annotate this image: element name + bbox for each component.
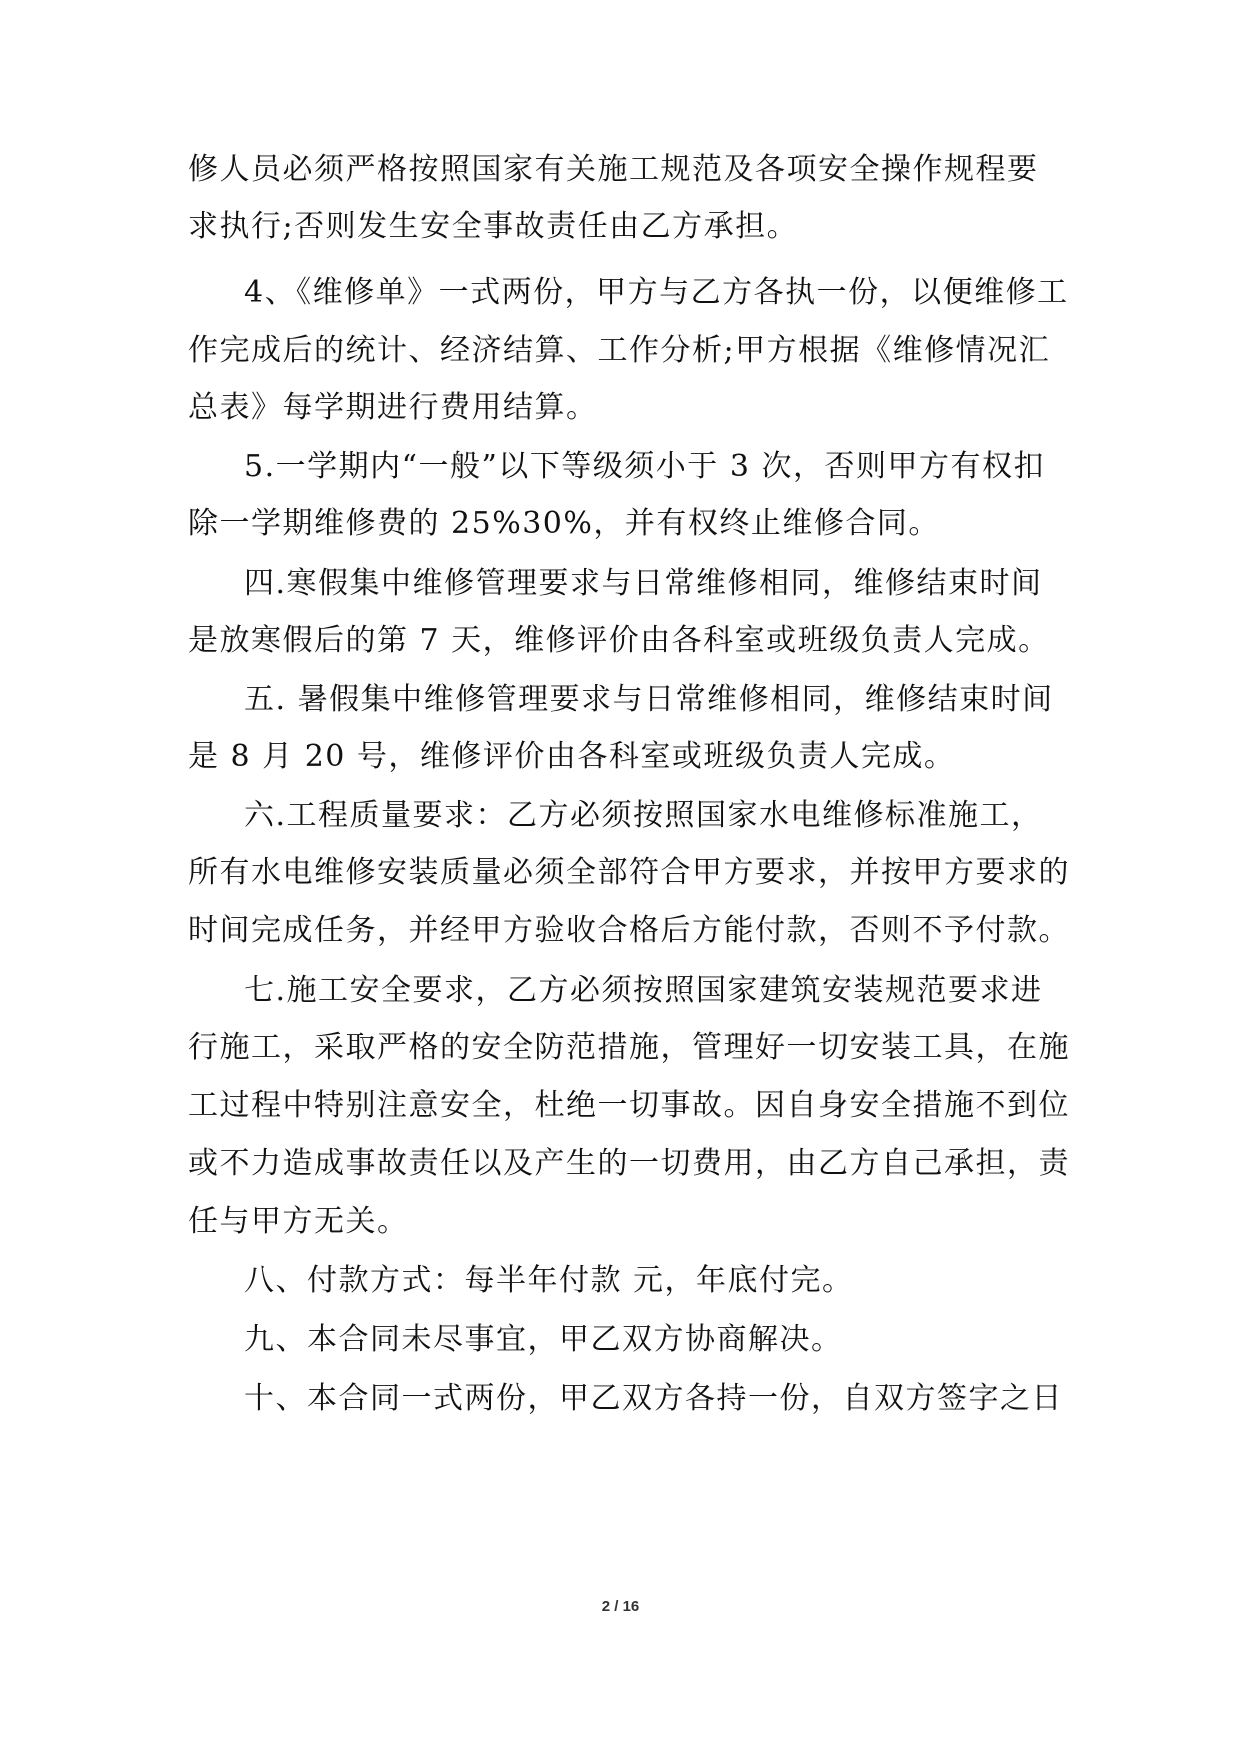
text-line: 修人员必须严格按照国家有关施工规范及各项安全操作规程要	[188, 152, 1039, 187]
text-line: 求执行;否则发生安全事故责任由乙方承担。	[188, 209, 799, 244]
text-line: 十、本合同一式两份，甲乙双方各持一份，自双方签字之日	[244, 1381, 1063, 1416]
text-line: 工过程中特别注意安全，杜绝一切事故。因自身安全措施不到位	[188, 1088, 1070, 1123]
text-line: 时间完成任务，并经甲方验收合格后方能付款，否则不予付款。	[188, 913, 1070, 948]
text-line: 除一学期维修费的 25%30%，并有权终止维修合同。	[188, 506, 940, 541]
text-line: 任与甲方无关。	[188, 1204, 409, 1239]
text-line: 八、付款方式：每半年付款 元，年底付完。	[244, 1263, 854, 1298]
text-line: 是放寒假后的第 7 天，维修评价由各科室或班级负责人完成。	[188, 623, 1050, 658]
text-line: 行施工，采取严格的安全防范措施，管理好一切安装工具，在施	[188, 1030, 1070, 1065]
text-line: 作完成后的统计、经济结算、工作分析;甲方根据《维修情况汇	[188, 333, 1051, 368]
page-number: 2 / 16	[601, 1598, 640, 1615]
text-line: 是 8 月 20 号，维修评价由各科室或班级负责人完成。	[188, 739, 956, 774]
text-line: 总表》每学期进行费用结算。	[188, 390, 598, 425]
text-line: 七.施工安全要求，乙方必须按照国家建筑安装规范要求进	[244, 973, 1043, 1008]
text-line: 5.一学期内“一般”以下等级须小于 3 次，否则甲方有权扣	[244, 449, 1045, 484]
text-line: 九、本合同未尽事宜，甲乙双方协商解决。	[244, 1322, 843, 1357]
text-line: 四.寒假集中维修管理要求与日常维修相同，维修结束时间	[244, 566, 1043, 601]
text-line: 五. 暑假集中维修管理要求与日常维修相同，维修结束时间	[244, 682, 1054, 717]
text-line: 六.工程质量要求：乙方必须按照国家水电维修标准施工，	[244, 798, 1043, 833]
text-line: 或不力造成事故责任以及产生的一切费用，由乙方自己承担，责	[188, 1146, 1070, 1181]
text-line: 所有水电维修安装质量必须全部符合甲方要求，并按甲方要求的	[188, 855, 1070, 890]
text-line: 4、《维修单》一式两份，甲方与乙方各执一份，以便维修工	[244, 275, 1069, 310]
